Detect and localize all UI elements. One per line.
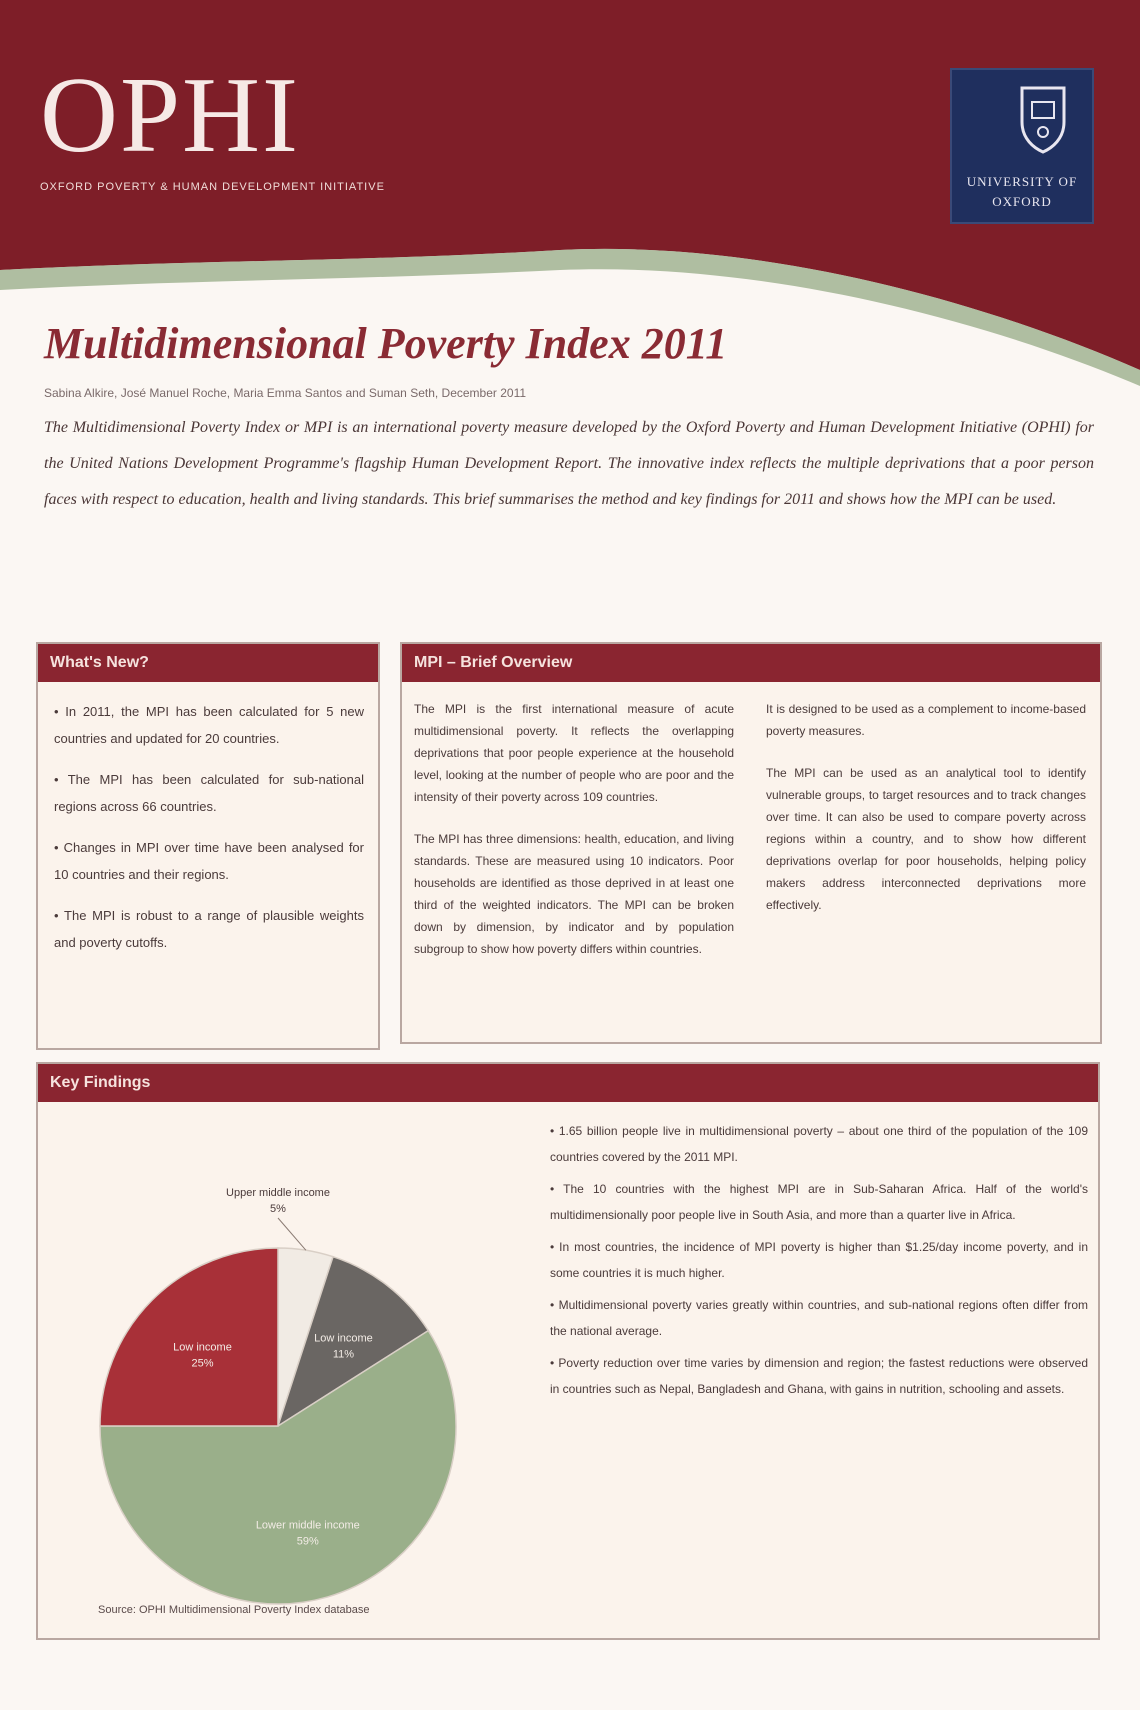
overview-paragraph: It is designed to be used as a complement to income-based poverty measures. bbox=[766, 702, 1086, 738]
whats-new-list bbox=[54, 698, 364, 970]
slice-label: Low income bbox=[314, 1332, 373, 1345]
list-item: • Changes in MPI over time have been analysed for 10 countries and their regions. bbox=[54, 840, 364, 882]
leader-line bbox=[278, 1218, 306, 1250]
whats-new-heading: What's New? bbox=[38, 644, 378, 682]
chart-source: Source: OPHI Multidimensional Poverty Index database bbox=[98, 1604, 370, 1616]
slice-label: Lower middle income bbox=[255, 1519, 360, 1532]
oxford-logo-line1: UNIVERSITY OF bbox=[966, 174, 1078, 189]
oxford-logo bbox=[950, 68, 1094, 224]
slice-value-label: 25% bbox=[191, 1357, 214, 1370]
whats-new-box bbox=[36, 642, 380, 1050]
slice-label: Low income bbox=[173, 1341, 232, 1354]
list-item: • Multidimensional poverty varies greatly within countries, and sub-national regions often differ from the national average. bbox=[550, 1298, 1088, 1338]
overview-paragraph: The MPI can be used as an analytical tool to identify vulnerable groups, to target resources and to track changes over time. It can also be used to compare poverty across regions within a country, and to show how different deprivations overlap for poor households, helping policy makers address interconnected deprivations more effectively. bbox=[766, 766, 1086, 912]
key-findings-list bbox=[550, 1118, 1088, 1408]
list-item: • The 10 countries with the highest MPI are in Sub-Saharan Africa. Half of the world's multidimensionally poor people live in South Asia, and more than a quarter live in Africa. bbox=[550, 1182, 1088, 1222]
oxford-logo-line2: OXFORD bbox=[992, 194, 1052, 209]
overview-heading: MPI – Brief Overview bbox=[402, 644, 1100, 682]
ophi-logo-subtitle: OXFORD POVERTY & HUMAN DEVELOPMENT INITIATIVE bbox=[40, 181, 385, 193]
list-item: • The MPI has been calculated for sub-national regions across 66 countries. bbox=[54, 772, 364, 814]
overview-column-left bbox=[414, 698, 734, 980]
slice-value-label: 59% bbox=[296, 1535, 319, 1548]
list-item: • 1.65 billion people live in multidimensional poverty – about one third of the population of the 109 countries covered by the 2011 MPI. bbox=[550, 1124, 1088, 1164]
document-title: Multidimensional Poverty Index 2011 bbox=[44, 319, 728, 368]
list-item: • In 2011, the MPI has been calculated for 5 new countries and updated for 20 countries. bbox=[54, 704, 364, 746]
slice-value-label: 5% bbox=[270, 1203, 286, 1215]
list-item: • Poverty reduction over time varies by dimension and region; the fastest reductions were observed in countries such as Nepal, Bangladesh and Ghana, with gains in nutrition, schooling and assets. bbox=[550, 1356, 1088, 1396]
key-findings-box bbox=[36, 1062, 1100, 1640]
slice-value-label: 11% bbox=[332, 1348, 355, 1361]
overview-paragraph: The MPI has three dimensions: health, education, and living standards. These are measured using 10 indicators. Poor households are identified as those deprived in at least one third of the weighted indicators. The MPI can be broken down by dimension, by indicator and by population subgroup to show how poverty differs within countries. bbox=[414, 832, 734, 956]
overview-paragraph: The MPI is the first international measure of acute multidimensional poverty. It reflects the overlapping deprivations that poor people experience at the household level, looking at the number of people who are poor and the intensity of their poverty across 109 countries. bbox=[414, 702, 734, 804]
list-item: • The MPI is robust to a range of plausible weights and poverty cutoffs. bbox=[54, 908, 364, 950]
list-item: • In most countries, the incidence of MPI poverty is higher than $1.25/day income poverty, and in some countries it is much higher. bbox=[550, 1240, 1088, 1280]
intro-paragraph: The Multidimensional Poverty Index or MPI is an international poverty measure developed by the Oxford Poverty and Human Development Initiative (OPHI) for the United Nations Development Programme's flagship Human Development Report. The innovative index reflects the multiple deprivations that a poor person faces with respect to education, health and living standards. This brief summarises the method and key findings for 2011 and shows how the MPI can be used. bbox=[44, 419, 1094, 508]
oxford-crest-icon bbox=[1018, 84, 1068, 154]
slice-label: Upper middle income bbox=[226, 1187, 330, 1199]
pie-chart bbox=[78, 1126, 548, 1626]
key-findings-heading: Key Findings bbox=[38, 1064, 1098, 1102]
authors-line: Sabina Alkire, José Manuel Roche, Maria Emma Santos and Suman Seth, December 2011 bbox=[44, 386, 527, 400]
ophi-logo: OPHI bbox=[40, 56, 301, 175]
pie-slice bbox=[100, 1248, 278, 1426]
overview-box bbox=[400, 642, 1102, 1044]
overview-column-right bbox=[766, 698, 1086, 980]
oxford-logo-text bbox=[958, 172, 1086, 212]
overview-columns bbox=[414, 698, 1086, 980]
